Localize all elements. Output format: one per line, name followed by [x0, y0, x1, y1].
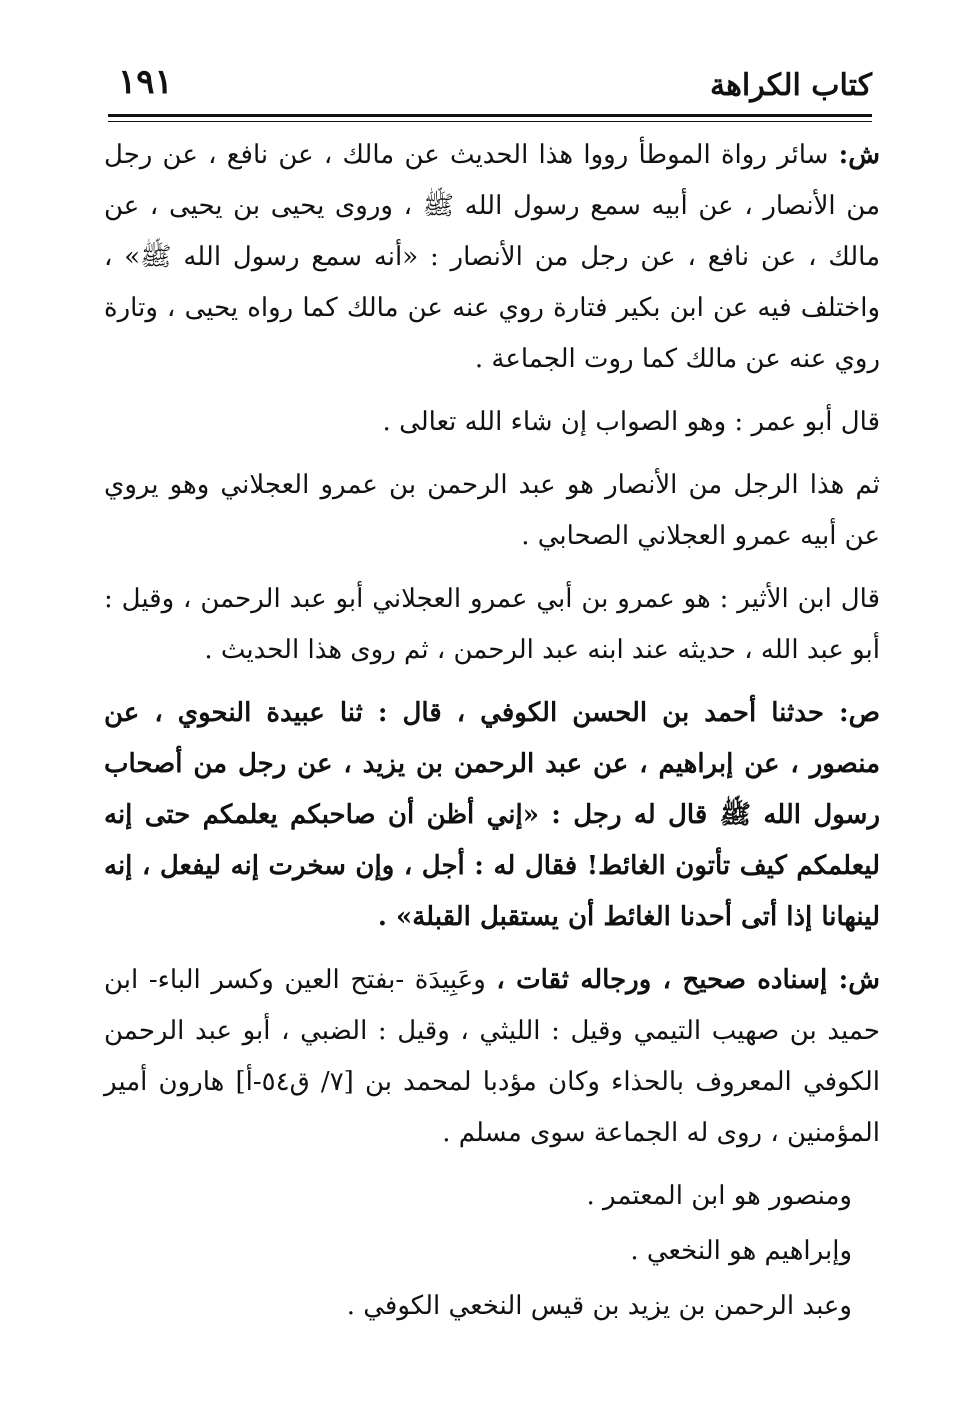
running-title: كتاب الكراهة [710, 68, 872, 103]
paragraph-2: قال أبو عمر : وهو الصواب إن شاء الله تعالى . [382, 407, 880, 437]
paragraph-3: ثم هذا الرجل من الأنصار هو عبد الرحمن بن عمرو العجلاني وهو يروي عن أبيه عمرو العجلاني الصحابي . [104, 470, 880, 551]
commentary-label: ش: [838, 140, 880, 170]
paragraph-hadith: ص: حدثنا أحمد بن الحسن الكوفي ، قال : ثنا عبيدة النحوي ، عن منصور ، عن إبراهيم ، عن عبد الرحمن بن يزيد ، عن رجل من أصحاب رسول الله ﷺ قال له رجل : «إني أظن أن صاحبكم يعلمكم حتى إنه ليعلمكم كيف تأتون الغائط! فقال له : أجل ، وإن سخرت إنه ليفعل ، إنه لينهانا إذا أتى أحدنا الغائط أن يستقبل القبلة» . [104, 698, 881, 932]
page-header [108, 58, 872, 116]
paragraph-commentary-1 [104, 130, 880, 385]
commentary-label-2: ش: إسناده صحيح ، ورجاله ثقات ، [496, 965, 880, 995]
header-rule-thick [108, 114, 872, 117]
page-number: ١٩١ [118, 62, 173, 102]
paragraph-8: وإبراهيم هو النخعي . [630, 1236, 852, 1266]
header-rule-thin [108, 121, 872, 122]
paragraph-7: ومنصور هو ابن المعتمر . [586, 1181, 852, 1211]
paragraph-4: قال ابن الأثير : هو عمرو بن أبي عمرو العجلاني أبو عبد الرحمن ، وقيل : أبو عبد الله ، حديثه عند ابنه عبد الرحمن ، ثم روى هذا الحديث . [104, 584, 880, 665]
paragraph-9: وعبد الرحمن بن يزيد بن قيس النخعي الكوفي . [346, 1291, 852, 1321]
paragraph-commentary-2 [104, 955, 880, 1159]
paragraph-text-2: وعَبِيدَة -بفتح العين وكسر الباء- ابن حميد بن صهيب التيمي وقيل : الليثي ، وقيل : الضبي ، أبو عبد الرحمن الكوفي المعروف بالحذاء وكان مؤدبا لمحمد بن [٧/ ق٥٤-أ] هارون أمير المؤمنين ، روى له الجماعة سوى مسلم . [104, 965, 880, 1148]
page-body [104, 130, 880, 1336]
paragraph-text: سائر رواة الموطأ رووا هذا الحديث عن مالك ، عن نافع ، عن رجل من الأنصار ، عن أبيه سمع رسول الله ﷺ ، وروى يحيى بن يحيى ، عن مالك ، عن نافع ، عن رجل من الأنصار : «أنه سمع رسول الله ﷺ» ، واختلف فيه عن ابن بكير فتارة روي عنه عن مالك كما رواه يحيى ، وتارة روي عنه عن مالك كما روت الجماعة . [104, 140, 880, 374]
